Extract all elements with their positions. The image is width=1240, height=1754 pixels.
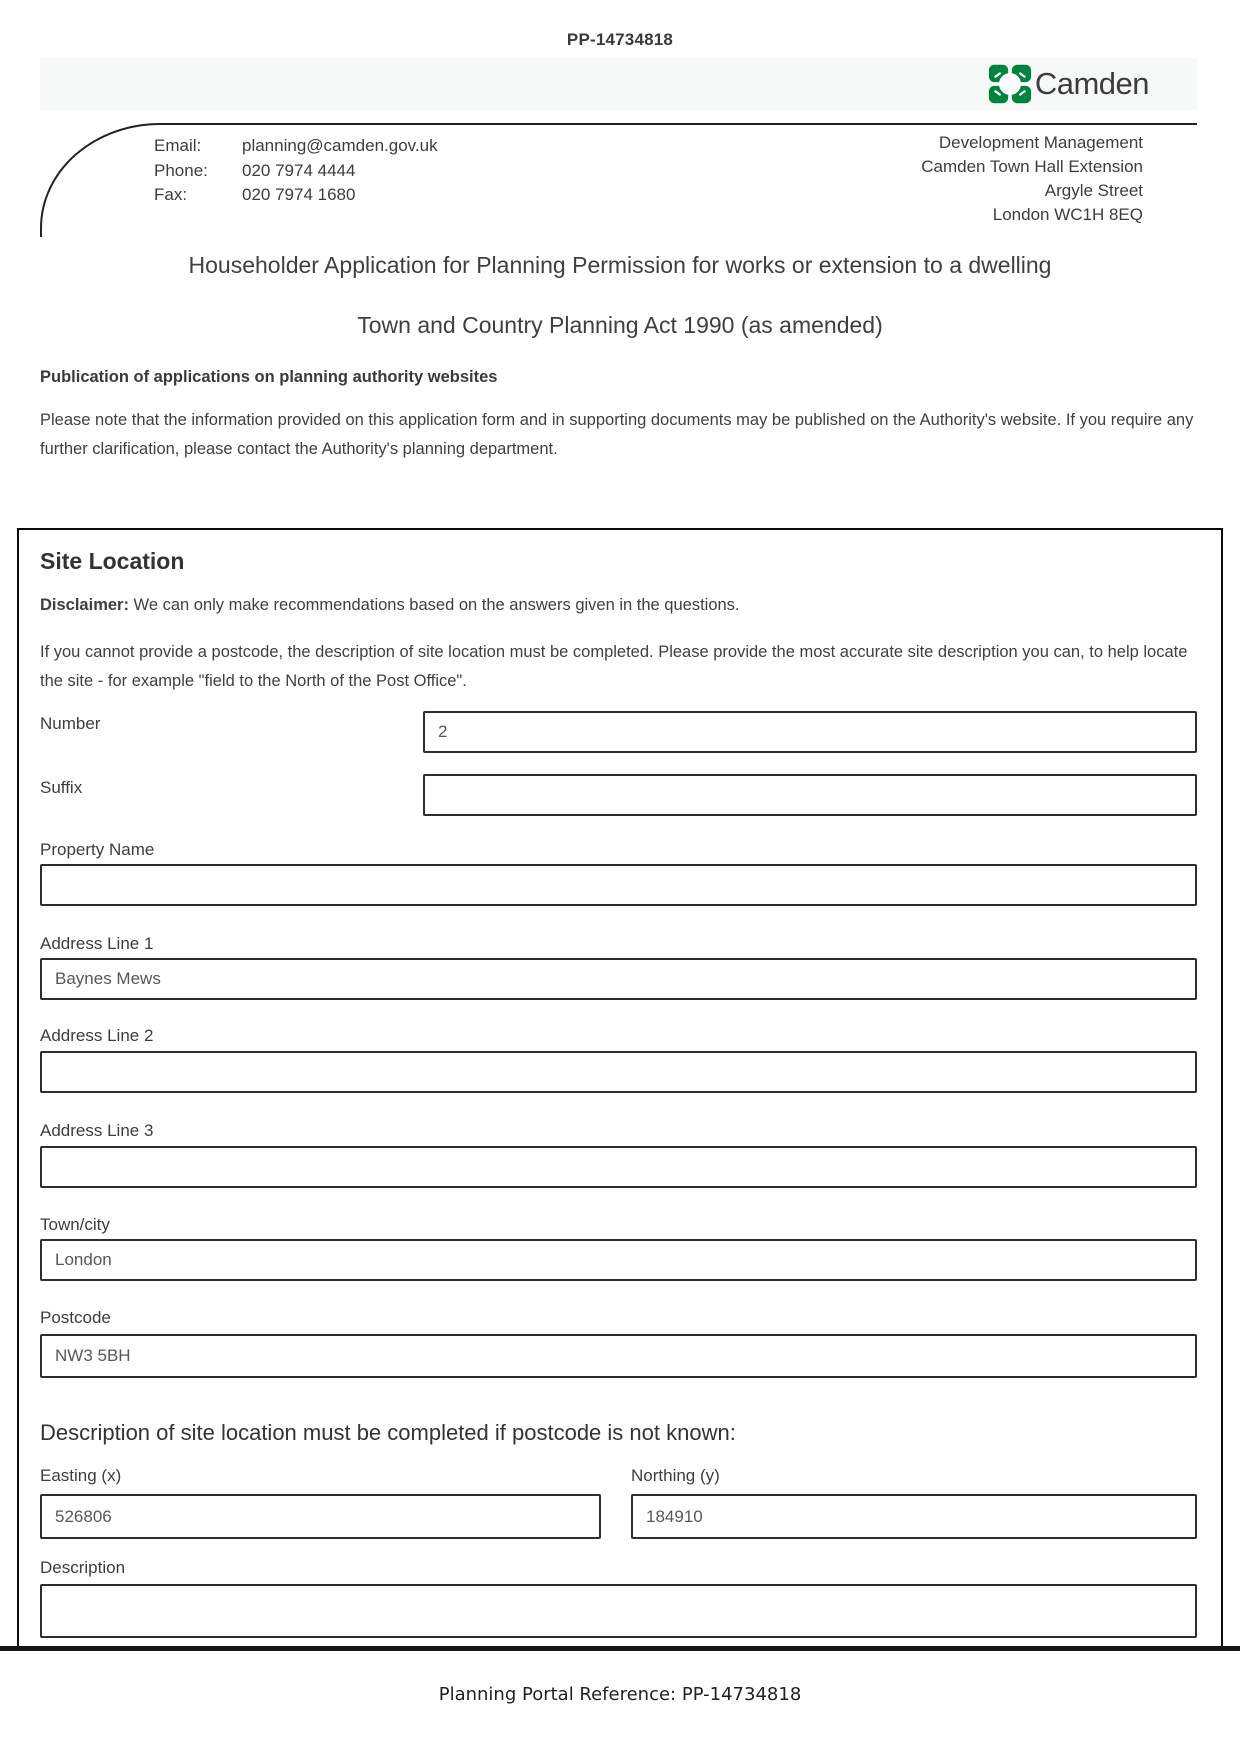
town-city-input[interactable] — [40, 1239, 1197, 1281]
logo-band — [40, 58, 1197, 110]
description-of-site-heading: Description of site location must be completed if postcode is not known: — [40, 1420, 736, 1445]
address-line-1-label: Address Line 1 — [40, 934, 154, 953]
number-label: Number — [40, 714, 101, 733]
postcode-label: Postcode — [40, 1308, 111, 1327]
camden-logo — [988, 62, 1149, 106]
description-input[interactable] — [40, 1584, 1197, 1638]
fax-value: 020 7974 1680 — [242, 185, 356, 204]
publication-heading: Publication of applications on planning authority websites — [40, 368, 498, 386]
disclaimer-label: Disclaimer: — [40, 596, 129, 614]
address-line-3-input[interactable] — [40, 1146, 1197, 1188]
email-label: Email: — [154, 136, 202, 155]
phone-value: 020 7974 4444 — [242, 160, 356, 180]
authority-address-line: Argyle Street — [1044, 181, 1143, 200]
contact-phone-row — [154, 159, 438, 184]
email-value: planning@camden.gov.uk — [242, 136, 438, 155]
contact-details — [154, 134, 438, 208]
contact-fax-row — [154, 183, 438, 208]
address-line-2-label: Address Line 2 — [40, 1026, 154, 1045]
form-act-subtitle: Town and Country Planning Act 1990 (as amended) — [357, 312, 883, 338]
northing-input[interactable] — [631, 1494, 1197, 1539]
letterhead-box — [40, 123, 1197, 237]
property-name-label: Property Name — [40, 840, 155, 859]
authority-address-line: London WC1H 8EQ — [992, 205, 1143, 224]
easting-label: Easting (x) — [40, 1466, 122, 1485]
contact-email-row — [154, 134, 438, 159]
authority-address-line: Development Management — [938, 133, 1143, 152]
postcode-input[interactable] — [40, 1334, 1197, 1378]
address-line-3-label: Address Line 3 — [40, 1121, 154, 1140]
form-title: Householder Application for Planning Permission for works or extension to a dwelling — [188, 252, 1052, 278]
authority-address — [921, 131, 1143, 227]
publication-body: Please note that the information provided on this application form and in supporting documents may be published on the Authority's website. If you require any further clarification, please contact the Authority's planning department. — [40, 411, 1194, 458]
camden-logo-text: Camden — [1034, 66, 1149, 101]
easting-input[interactable] — [40, 1494, 601, 1539]
suffix-input[interactable] — [423, 774, 1197, 816]
site-location-heading: Site Location — [40, 548, 185, 574]
property-name-input[interactable] — [40, 864, 1197, 906]
description-label: Description — [40, 1558, 126, 1577]
page-break-line — [0, 1646, 1240, 1651]
phone-label: Phone: — [154, 160, 208, 180]
fax-label: Fax: — [154, 185, 188, 204]
application-reference: PP-14734818 — [566, 30, 674, 49]
northing-label: Northing (y) — [631, 1466, 720, 1485]
site-location-disclaimer — [40, 596, 740, 615]
site-location-intro: If you cannot provide a postcode, the description of site location must be completed. Please provide the most accurate site description you can, to help locate the site - for example "field to the North of the Post Office". — [40, 643, 1188, 690]
authority-address-line: Camden Town Hall Extension — [921, 157, 1143, 176]
camden-logo-icon — [988, 62, 1032, 106]
disclaimer-text: We can only make recommendations based on the answers given in the questions. — [128, 596, 740, 614]
address-line-2-input[interactable] — [40, 1051, 1197, 1093]
suffix-label: Suffix — [40, 778, 83, 797]
town-city-label: Town/city — [40, 1215, 110, 1234]
number-input[interactable] — [423, 711, 1197, 753]
portal-reference-footer: Planning Portal Reference: PP-14734818 — [438, 1684, 802, 1705]
address-line-1-input[interactable] — [40, 958, 1197, 1000]
